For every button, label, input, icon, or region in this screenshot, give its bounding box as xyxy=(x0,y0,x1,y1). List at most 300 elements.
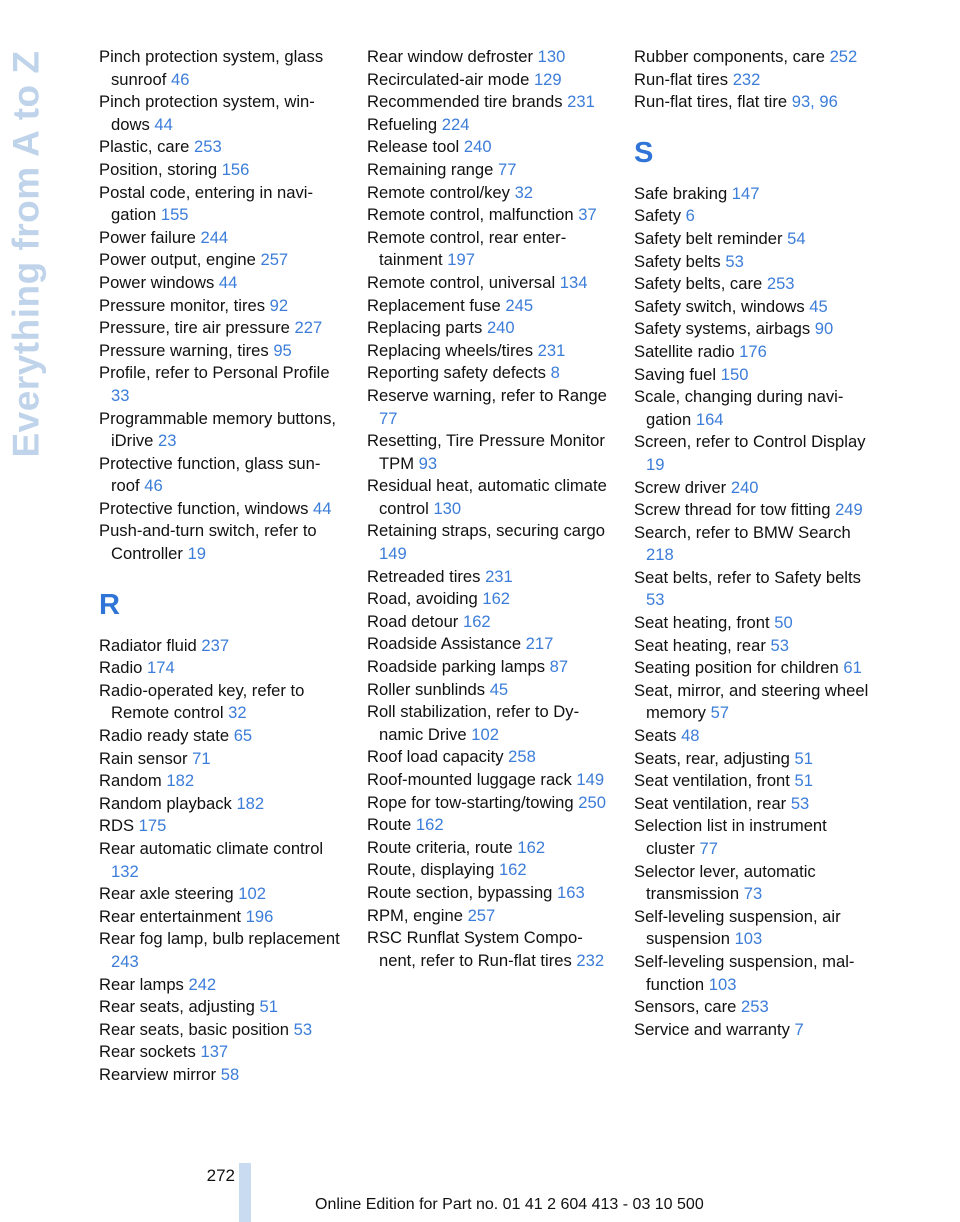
index-entry xyxy=(634,725,878,748)
index-entry xyxy=(634,318,878,341)
page-reference-link[interactable]: 217 xyxy=(525,634,554,654)
index-term: Rear entertainment xyxy=(99,906,242,926)
index-entry xyxy=(367,340,611,363)
index-term: Seats xyxy=(634,726,677,746)
page-reference-link[interactable]: 53 xyxy=(646,590,665,610)
index-entry xyxy=(99,748,343,771)
page-reference-link[interactable]: 149 xyxy=(379,544,407,564)
page-reference-link[interactable]: 93, 96 xyxy=(791,92,838,112)
index-term: Seat, mirror, and steering wheel memory xyxy=(634,680,869,723)
index-term: Safety switch, windows xyxy=(634,296,805,316)
index-entry xyxy=(367,905,611,928)
index-term: Power windows xyxy=(99,272,215,292)
index-entry xyxy=(367,837,611,860)
index-term: Rear automatic climate control xyxy=(99,839,324,858)
page-reference-link[interactable]: 132 xyxy=(111,861,139,881)
index-entry xyxy=(367,317,611,340)
index-entry xyxy=(634,183,878,206)
index-entry xyxy=(99,974,343,997)
index-term: Rope for tow-starting/towing xyxy=(367,792,574,812)
index-term: Safe braking xyxy=(634,183,728,203)
index-term: Rear seats, adjusting xyxy=(99,997,255,1017)
index-entry xyxy=(367,882,611,905)
page-reference-link[interactable]: 162 xyxy=(482,589,511,609)
page-reference-link[interactable]: 162 xyxy=(498,860,527,880)
index-term: Seat belts, refer to Safety belts xyxy=(634,567,861,587)
index-entry xyxy=(634,46,878,69)
page-reference-link[interactable]: 45 xyxy=(809,296,828,316)
index-term: Satellite radio xyxy=(634,341,735,361)
index-term: Retaining straps, securing cargo xyxy=(367,521,605,541)
index-entry xyxy=(367,792,611,815)
page-reference-link[interactable]: 224 xyxy=(441,114,470,134)
index-entry xyxy=(367,520,611,565)
index-term: Run-flat tires, flat tire xyxy=(634,92,788,112)
index-term: Remote control, rear entertainment xyxy=(367,227,567,270)
page-reference-link[interactable]: 77 xyxy=(498,159,517,179)
index-entry xyxy=(634,273,878,296)
index-entry xyxy=(367,701,611,746)
index-term: Remote control, malfunction xyxy=(367,205,574,225)
index-entry xyxy=(99,317,343,340)
page-reference-link[interactable]: 102 xyxy=(471,724,499,744)
page-reference-link[interactable]: 240 xyxy=(486,318,515,338)
index-entry xyxy=(99,159,343,182)
index-entry xyxy=(99,793,343,816)
index-term: Safety belts, care xyxy=(634,274,763,294)
index-entry xyxy=(367,159,611,182)
page-reference-link[interactable]: 258 xyxy=(508,747,536,767)
page-reference-link[interactable]: 232 xyxy=(576,950,605,970)
index-term: Pressure monitor, tires xyxy=(99,295,265,315)
page-reference-link[interactable]: 32 xyxy=(514,182,534,202)
index-entry xyxy=(634,635,878,658)
index-term: Pinch protection system, glass sunroof xyxy=(99,47,324,89)
index-entry xyxy=(99,928,343,973)
index-entry xyxy=(634,815,878,860)
sidebar-title-text: Everything from A to Z xyxy=(6,50,47,458)
page-reference-link[interactable]: 7 xyxy=(794,1019,804,1039)
index-term: Radio xyxy=(99,658,143,678)
index-term: Run-flat tires xyxy=(634,69,729,89)
index-term: Selector lever, automatic transmission xyxy=(634,861,816,904)
page-reference-link[interactable]: 176 xyxy=(739,341,767,361)
index-term: Retreaded tires xyxy=(367,566,481,586)
index-term: Residual heat, automatic climate control xyxy=(367,476,607,518)
page-reference-link[interactable]: 164 xyxy=(695,409,724,429)
index-term: Reporting safety defects xyxy=(367,363,546,383)
index-entry xyxy=(634,251,878,274)
index-term: Power output, engine xyxy=(99,250,256,270)
index-term: Seating position for children xyxy=(634,658,839,678)
index-entry xyxy=(367,769,611,792)
page-reference-link[interactable]: 48 xyxy=(681,726,700,746)
index-entry xyxy=(99,657,343,680)
index-term: Sensors, care xyxy=(634,997,737,1017)
index-entry xyxy=(634,1019,878,1042)
index-entry xyxy=(634,793,878,816)
index-entry xyxy=(367,814,611,837)
page-reference-link[interactable]: 44 xyxy=(154,114,173,134)
page-reference-link[interactable]: 249 xyxy=(835,500,863,520)
index-entry xyxy=(99,635,343,658)
page-reference-link[interactable]: 130 xyxy=(433,498,462,518)
index-column-1 xyxy=(99,46,343,1087)
page-reference-link[interactable]: 37 xyxy=(578,205,597,225)
index-term: Rear sockets xyxy=(99,1042,196,1062)
page-reference-link[interactable]: 134 xyxy=(559,272,588,292)
index-entry xyxy=(634,386,878,431)
page-reference-link[interactable]: 130 xyxy=(537,47,566,66)
page-reference-link[interactable]: 73 xyxy=(743,884,763,904)
index-entry xyxy=(634,228,878,251)
index-term: Pinch protection system, windows xyxy=(99,92,315,134)
page-reference-link[interactable]: 253 xyxy=(741,997,769,1017)
page-reference-link[interactable]: 129 xyxy=(533,69,562,89)
index-term: Radio-operated key, refer to Remote control xyxy=(99,680,305,723)
page-reference-link[interactable]: 44 xyxy=(313,498,332,518)
page-reference-link[interactable]: 156 xyxy=(221,159,250,179)
index-term: Route xyxy=(367,815,412,835)
page-reference-link[interactable]: 54 xyxy=(787,228,806,248)
index-entry xyxy=(634,499,878,522)
index-term: RPM, engine xyxy=(367,905,463,925)
index-term: Seat ventilation, rear xyxy=(634,793,787,813)
index-term: Profile, refer to Personal Profile xyxy=(99,363,330,383)
index-term: Seat heating, front xyxy=(634,613,770,633)
index-term: Protective function, windows xyxy=(99,498,309,518)
index-entry xyxy=(367,656,611,679)
index-entry xyxy=(367,633,611,656)
index-entry xyxy=(99,770,343,793)
page-reference-link[interactable]: 240 xyxy=(730,477,759,497)
index-entry xyxy=(367,679,611,702)
index-term: Random playback xyxy=(99,793,232,813)
page-reference-link[interactable]: 61 xyxy=(843,658,862,678)
edition-note: Online Edition for Part no. 01 41 2 604 413 - 03 10 500 xyxy=(315,1196,704,1213)
index-entry xyxy=(367,588,611,611)
index-entry xyxy=(367,204,611,227)
page-reference-link[interactable]: 137 xyxy=(200,1042,229,1062)
page-reference-link[interactable]: 174 xyxy=(146,658,175,678)
index-entry xyxy=(99,520,343,565)
index-term: Route criteria, route xyxy=(367,837,513,857)
index-term: Seats, rear, adjusting xyxy=(634,748,790,768)
index-term: RSC Runflat System Component, refer to Run-flat tires xyxy=(367,928,583,970)
index-entry xyxy=(367,69,611,92)
index-entry xyxy=(634,91,878,114)
index-entry xyxy=(634,567,878,612)
index-entry xyxy=(634,748,878,771)
index-entry xyxy=(634,906,878,951)
page-reference-link[interactable]: 23 xyxy=(158,431,177,451)
index-term: Postal code, entering in navigation xyxy=(99,182,314,225)
page-reference-link[interactable]: 19 xyxy=(187,544,207,564)
index-entry xyxy=(99,340,343,363)
index-entry xyxy=(367,927,611,972)
page-reference-link[interactable]: 44 xyxy=(218,272,238,292)
index-entry xyxy=(367,136,611,159)
index-entry xyxy=(99,362,343,407)
page-reference-link[interactable]: 53 xyxy=(293,1019,313,1039)
page-reference-link[interactable]: 93 xyxy=(418,453,438,473)
page-reference-link[interactable]: 162 xyxy=(517,837,546,857)
index-term: Roof-mounted luggage rack xyxy=(367,770,572,789)
index-entry xyxy=(367,859,611,882)
index-term: Road, avoiding xyxy=(367,589,478,609)
page-reference-link[interactable]: 250 xyxy=(578,792,606,812)
index-entry xyxy=(99,996,343,1019)
page-reference-link[interactable]: 53 xyxy=(725,251,744,271)
index-entry xyxy=(634,996,878,1019)
page-reference-link[interactable]: 237 xyxy=(201,635,230,655)
page-reference-link[interactable]: 19 xyxy=(646,454,665,474)
page-reference-link[interactable]: 53 xyxy=(770,635,790,655)
index-entry xyxy=(99,182,343,227)
index-term: Rear fog lamp, bulb replacement xyxy=(99,929,340,949)
index-entry xyxy=(99,838,343,883)
index-term: Replacing wheels/tires xyxy=(367,340,534,360)
page-reference-link[interactable]: 147 xyxy=(731,183,760,203)
index-term: Roof load capacity xyxy=(367,747,504,767)
index-term: Recirculated-air mode xyxy=(367,69,530,89)
page-reference-link[interactable]: 162 xyxy=(415,815,444,835)
index-term: Road detour xyxy=(367,611,459,631)
index-term: Route, displaying xyxy=(367,860,495,880)
page-reference-link[interactable]: 243 xyxy=(111,951,139,971)
index-term: Safety systems, airbags xyxy=(634,319,811,339)
index-entry xyxy=(99,498,343,521)
index-entry xyxy=(367,746,611,769)
page-reference-link[interactable]: 182 xyxy=(166,771,195,791)
index-term: Safety belt reminder xyxy=(634,228,783,248)
index-entry xyxy=(634,657,878,680)
index-term: Resetting, Tire Pressure Monitor TPM xyxy=(367,431,605,473)
index-entry xyxy=(367,182,611,205)
index-entry xyxy=(634,69,878,92)
index-entry xyxy=(367,227,611,272)
index-entry xyxy=(99,725,343,748)
index-term: Saving fuel xyxy=(634,364,717,384)
index-entry xyxy=(634,205,878,228)
index-entry xyxy=(634,861,878,906)
page-reference-link[interactable]: 232 xyxy=(732,69,761,89)
index-term: Rear window defroster xyxy=(367,47,534,66)
page-reference-link[interactable]: 231 xyxy=(485,566,513,586)
index-term: Self-leveling suspension, air suspension xyxy=(634,906,841,949)
index-term: Seat heating, rear xyxy=(634,635,766,655)
page-reference-link[interactable]: 77 xyxy=(699,839,718,858)
index-entry xyxy=(634,296,878,319)
index-term: Programmable memory buttons, iDrive xyxy=(99,408,337,451)
page-reference-link[interactable]: 175 xyxy=(138,816,167,836)
page-reference-link[interactable]: 252 xyxy=(829,47,858,66)
index-entry xyxy=(367,611,611,634)
page-reference-link[interactable]: 90 xyxy=(814,319,834,339)
index-term: Recommended tire brands xyxy=(367,92,563,112)
page-reference-link[interactable]: 57 xyxy=(710,703,730,723)
index-entry xyxy=(634,477,878,500)
page-reference-link[interactable]: 51 xyxy=(794,771,813,791)
index-term: Scale, changing during navigation xyxy=(634,387,844,429)
index-term: Remote control, universal xyxy=(367,272,556,292)
index-entry xyxy=(99,227,343,250)
index-term: Random xyxy=(99,771,162,791)
page-reference-link[interactable]: 87 xyxy=(549,657,569,677)
page-reference-link[interactable]: 196 xyxy=(245,906,274,926)
index-entry xyxy=(99,883,343,906)
page-reference-link[interactable]: 218 xyxy=(646,545,674,565)
page-reference-link[interactable]: 162 xyxy=(462,611,491,631)
index-term: Safety xyxy=(634,206,682,226)
page-reference-link[interactable]: 245 xyxy=(505,295,534,315)
index-term: Roadside parking lamps xyxy=(367,657,546,677)
page-reference-link[interactable]: 6 xyxy=(685,206,695,226)
page-reference-link[interactable]: 71 xyxy=(192,748,211,768)
page-reference-link[interactable]: 182 xyxy=(236,793,265,813)
page-reference-link[interactable]: 50 xyxy=(774,613,793,633)
page-reference-link[interactable]: 45 xyxy=(489,679,509,699)
index-entry xyxy=(367,46,611,69)
index-term: Radiator fluid xyxy=(99,635,197,655)
index-entry xyxy=(634,431,878,476)
index-entry xyxy=(99,46,343,91)
page-reference-link[interactable]: 227 xyxy=(294,318,323,338)
index-entry xyxy=(634,951,878,996)
page-reference-link[interactable]: 231 xyxy=(537,340,566,360)
index-term: Search, refer to BMW Search xyxy=(634,522,851,542)
index-term: Power failure xyxy=(99,227,196,247)
index-term: Replacing parts xyxy=(367,318,483,338)
index-term: Roadside Assistance xyxy=(367,634,522,654)
index-entry xyxy=(99,272,343,295)
page-reference-link[interactable]: 65 xyxy=(233,726,253,746)
page-reference-link[interactable]: 231 xyxy=(567,92,595,112)
index-term: Release tool xyxy=(367,137,460,157)
index-term: Remote control/key xyxy=(367,182,510,202)
page-reference-link[interactable]: 242 xyxy=(188,974,217,994)
index-term: Rearview mirror xyxy=(99,1064,217,1084)
page-reference-link[interactable]: 95 xyxy=(273,340,292,360)
index-term: Rain sensor xyxy=(99,748,188,768)
page-number: 272 xyxy=(206,1166,235,1185)
index-term: Rear lamps xyxy=(99,974,184,994)
page-reference-link[interactable]: 163 xyxy=(557,882,585,902)
index-entry xyxy=(367,91,611,114)
page-reference-link[interactable]: 155 xyxy=(160,205,189,225)
index-entry xyxy=(367,475,611,520)
index-term: Protective function, glass sunroof xyxy=(99,453,321,496)
page-reference-link[interactable]: 32 xyxy=(228,703,247,723)
index-term: Rear seats, basic position xyxy=(99,1019,290,1039)
page-reference-link[interactable]: 51 xyxy=(259,997,278,1017)
page-reference-link[interactable]: 102 xyxy=(238,884,266,904)
index-term: Screw driver xyxy=(634,477,727,497)
page-reference-link[interactable]: 92 xyxy=(269,295,289,315)
page-reference-link[interactable]: 150 xyxy=(720,364,749,384)
index-term: Self-leveling suspension, malfunction xyxy=(634,951,855,994)
page-reference-link[interactable]: 240 xyxy=(463,137,492,157)
page-reference-link[interactable]: 244 xyxy=(200,227,229,247)
index-entry xyxy=(367,362,611,385)
index-entry xyxy=(634,341,878,364)
page-reference-link[interactable]: 197 xyxy=(447,250,475,270)
index-term: Screen, refer to Control Display xyxy=(634,432,866,452)
index-entry xyxy=(99,815,343,838)
index-entry xyxy=(99,1019,343,1042)
page-reference-link[interactable]: 58 xyxy=(220,1064,240,1084)
index-entry xyxy=(99,249,343,272)
page-reference-link[interactable]: 103 xyxy=(734,929,763,949)
index-term: Plastic, care xyxy=(99,137,190,157)
footer-accent-bar xyxy=(239,1163,251,1222)
index-letter-heading: R xyxy=(99,588,120,621)
index-entry xyxy=(367,272,611,295)
index-term: Seat ventilation, front xyxy=(634,771,790,791)
page-reference-link[interactable]: 77 xyxy=(379,408,398,428)
index-term: Service and warranty xyxy=(634,1019,790,1039)
index-term: Safety belts xyxy=(634,251,721,271)
index-entry xyxy=(367,114,611,137)
index-term: Remaining range xyxy=(367,159,494,179)
page-reference-link[interactable]: 253 xyxy=(766,274,795,294)
index-entry xyxy=(367,430,611,475)
index-term: Roller sunblinds xyxy=(367,679,486,699)
page-reference-link[interactable]: 33 xyxy=(111,385,130,405)
index-entry xyxy=(99,408,343,453)
index-entry xyxy=(634,770,878,793)
sidebar-section-title xyxy=(4,44,50,464)
index-entry xyxy=(634,680,878,725)
page-reference-link[interactable]: 46 xyxy=(170,69,190,89)
page-reference-link[interactable]: 46 xyxy=(144,476,163,496)
index-term: Pressure warning, tires xyxy=(99,340,269,360)
index-term: Pressure, tire air pressure xyxy=(99,318,290,338)
index-entry xyxy=(367,566,611,589)
index-entry xyxy=(99,136,343,159)
index-term: Reserve warning, refer to Range xyxy=(367,385,607,405)
index-term: Radio ready state xyxy=(99,726,230,746)
index-column-3 xyxy=(634,46,878,1041)
index-term: Selection list in instrument cluster xyxy=(634,816,827,858)
index-term: Rear axle steering xyxy=(99,884,234,904)
index-entry xyxy=(99,295,343,318)
page-reference-link[interactable]: 149 xyxy=(576,770,605,789)
index-term: Roll stabilization, refer to Dynamic Drive xyxy=(367,702,580,744)
index-term: Route section, bypassing xyxy=(367,882,553,902)
page-reference-link[interactable]: 103 xyxy=(708,974,737,994)
index-entry xyxy=(367,295,611,318)
index-term: Rubber components, care xyxy=(634,47,825,66)
index-term: Push-and-turn switch, refer to Controller xyxy=(99,521,317,564)
index-entry xyxy=(634,522,878,567)
page-reference-link[interactable]: 8 xyxy=(550,363,560,383)
index-term: RDS xyxy=(99,816,135,836)
page-reference-link[interactable]: 53 xyxy=(790,793,810,813)
page-reference-link[interactable]: 51 xyxy=(794,748,813,768)
page-reference-link[interactable]: 253 xyxy=(194,137,222,157)
index-term: Screw thread for tow fitting xyxy=(634,500,831,520)
index-letter-heading: S xyxy=(634,136,654,169)
index-entry xyxy=(367,385,611,430)
index-entry xyxy=(99,91,343,136)
index-column-2 xyxy=(367,46,611,972)
index-entry xyxy=(634,364,878,387)
page-reference-link[interactable]: 257 xyxy=(467,905,496,925)
page-reference-link[interactable]: 257 xyxy=(260,250,289,270)
index-term: Refueling xyxy=(367,114,438,134)
index-term: Position, storing xyxy=(99,159,218,179)
